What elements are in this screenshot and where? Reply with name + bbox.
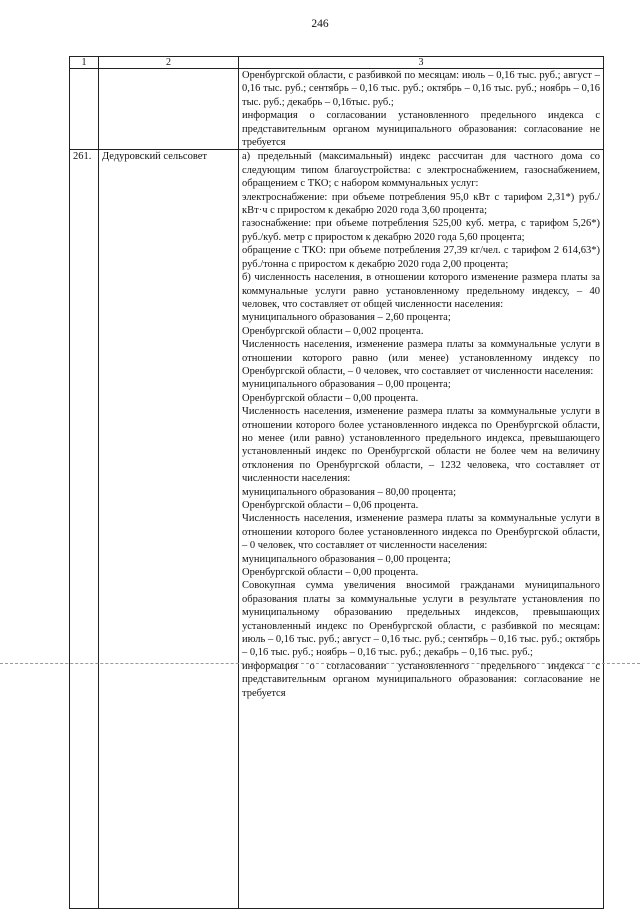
continuation-text (239, 69, 604, 150)
paragraph: б) численность населения, в отношении которого изменение размера платы за коммунальные услуги равно установленному предельному индексу, – 40 человек, что составляет от общей численности населения: (242, 272, 600, 310)
paragraph: муниципального образования – 0,00 процента; (242, 553, 451, 565)
paragraph: Совокупная сумма увеличения вносимой гражданами муниципального образования платы за коммунальные услуги в результате установления по муниципальному образованию предельных индексов, превышающих установленный индекс по Оренбургской области, с разбивкой по месяцам: июль – 0,16 тыс. руб.; август – 0,16 тыс. руб.; сентябрь – 0,16 тыс. руб.; октябрь – 0,16 тыс. руб.; ноябрь – 0,16 тыс. руб.; декабрь – 0,16 тыс. руб.; (242, 580, 600, 659)
column-header-1: 1 (70, 57, 99, 69)
column-header-3: 3 (239, 57, 604, 69)
paragraph: обращение с ТКО: при объеме потребления 27,39 кг/чел. с тарифом 2 614,63*) руб./тонна с приростом к декабрю 2020 года 2,00 процента; (242, 245, 600, 270)
entry-description (239, 150, 604, 909)
paragraph: муниципального образования – 0,00 процента; (242, 379, 451, 391)
paragraph: Оренбургской области – 0,002 процента. (242, 325, 424, 337)
paragraph: Оренбургской области – 0,06 процента. (242, 500, 419, 511)
entry-number: 261. (70, 150, 99, 909)
continuation-line: информация о согласовании установленного предельного индекса с представительным органом муниципального образования: согласование не требуется (242, 110, 600, 149)
column-header-row (70, 57, 604, 69)
paragraph: муниципального образования – 80,00 процента; (242, 486, 457, 498)
paragraph: Численность населения, изменение размера платы за коммунальные услуги в отношении которого более установленного индекса по Оренбургской области, – 0 человек, что составляет от численности населения: (242, 513, 600, 552)
page-number: 246 (311, 18, 329, 30)
paragraph: Численность населения, изменение размера платы за коммунальные услуги в отношении которого более установленного индекса по Оренбургской области, но менее (или равно) установленного предельного индекса, превышающего установленный индекс по Оренбургской области не более чем на величину отклонения по Оренбургской области, – 1232 человека, что составляет от численности населения: (242, 406, 600, 485)
paragraph: Численность населения, изменение размера платы за коммунальные услуги в отношении которого равно (или менее) установленному индексу по Оренбургской области, – 0 человек, что составляет от численности населения: (242, 339, 600, 377)
paragraph: муниципального образования – 2,60 процента; (242, 312, 451, 324)
continuation-row (70, 69, 604, 150)
paragraph: газоснабжение: при объеме потребления 525,00 куб. метра, с тарифом 5,26*) руб./куб. метр с приростом к декабрю 2020 года 5,60 процента; (242, 218, 600, 243)
entry-name: Дедуровский сельсовет (99, 150, 239, 909)
paragraph: информация о согласовании установленного предельного индекса с представительным органом муниципального образования: согласование не требуется (242, 660, 600, 699)
continuation-line: Оренбургской области, с разбивкой по месяцам: июль – 0,16 тыс. руб.; август – 0,16 тыс. руб.; сентябрь – 0,16 тыс. руб.; октябрь – 0,16 тыс. руб.; ноябрь – 0,16 тыс. руб.; декабрь – 0,16тыс. руб.; (242, 70, 600, 108)
paragraph: Оренбургской области – 0,00 процента. (242, 392, 419, 404)
document-table (69, 56, 604, 909)
paragraph: Оренбургской области – 0,00 процента. (242, 567, 419, 579)
paragraph: электроснабжение: при объеме потребления 95,0 кВт с тарифом 2,31*) руб./кВт·ч с приростом к декабрю 2020 года 3,60 процента; (242, 191, 600, 217)
paragraph: а) предельный (максимальный) индекс рассчитан для частного дома со следующим типом благоустройства: с электроснабжением, газоснабжением, обращением с ТКО; с набором коммунальных услуг: (242, 151, 600, 190)
table-row (70, 150, 604, 909)
scan-artifact-line (0, 663, 640, 664)
column-header-2: 2 (99, 57, 239, 69)
